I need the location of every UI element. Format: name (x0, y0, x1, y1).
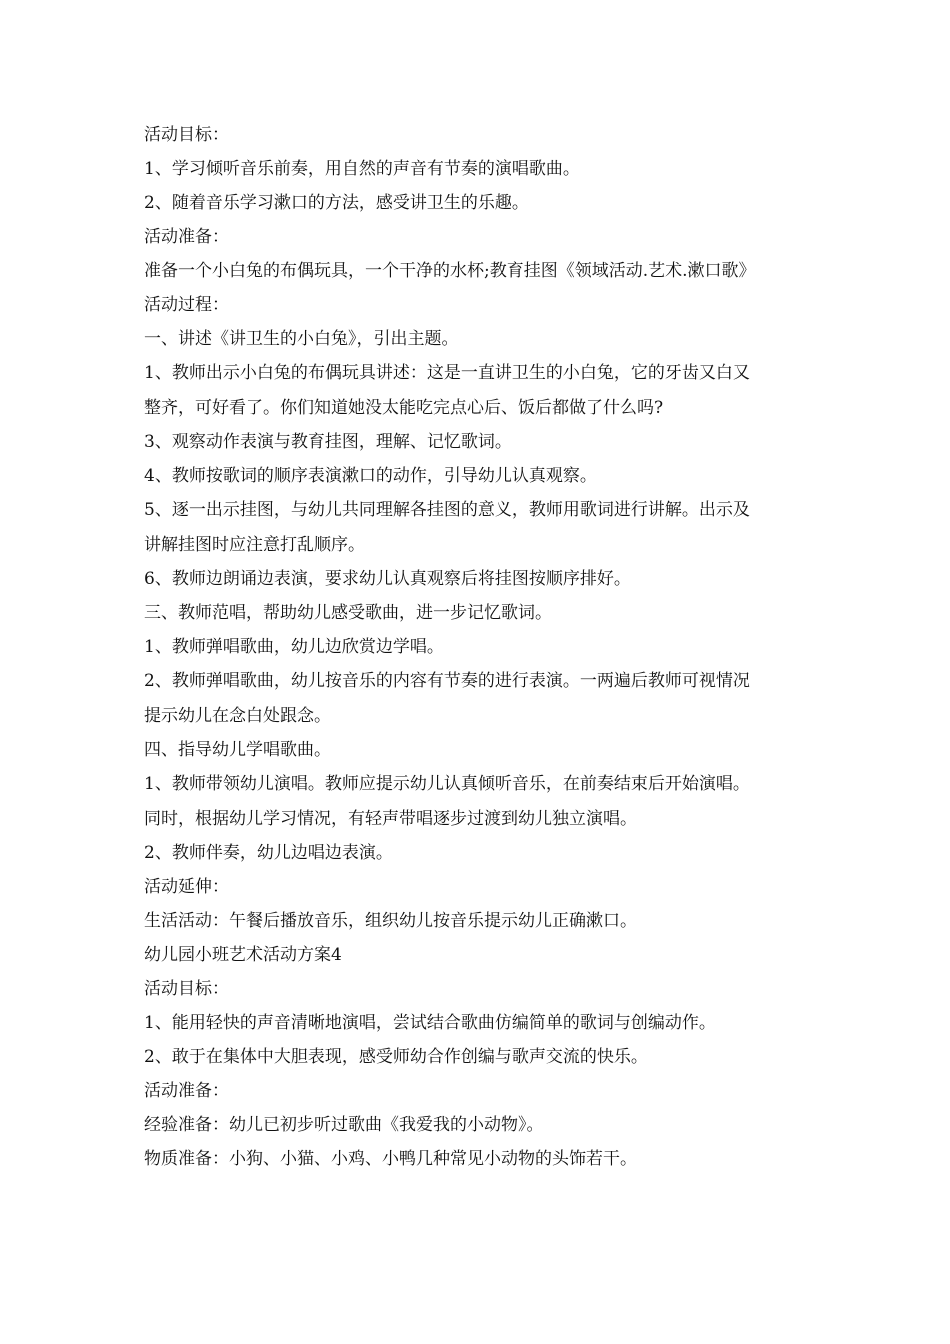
heading-activity-preparation: 活动准备： (144, 227, 229, 247)
document-body (144, 118, 812, 1176)
heading-activity-goals: 活动目标： (144, 979, 229, 999)
text-line: 3、观察动作表演与教育挂图，理解、记忆歌词。 (144, 432, 512, 452)
text-line: 1、能用轻快的声音清晰地演唱，尝试结合歌曲仿编简单的歌词与创编动作。 (144, 1013, 716, 1033)
text-line: 2、教师伴奏，幼儿边唱边表演。 (144, 843, 393, 863)
text-line: 4、教师按歌词的顺序表演漱口的动作，引导幼儿认真观察。 (144, 466, 597, 486)
heading-activity-goals: 活动目标： (144, 125, 229, 145)
text-line: 一、讲述《讲卫生的小白兔》，引出主题。 (144, 329, 459, 349)
text-line: 1、教师带领幼儿演唱。教师应提示幼儿认真倾听音乐，在前奏结束后开始演唱。 (144, 774, 750, 794)
text-line: 物质准备：小狗、小猫、小鸡、小鸭几种常见小动物的头饰若干。 (144, 1149, 637, 1169)
text-line: 提示幼儿在念白处跟念。 (144, 706, 331, 726)
text-line: 1、教师弹唱歌曲，幼儿边欣赏边学唱。 (144, 637, 444, 657)
heading-activity-extension: 活动延伸： (144, 877, 229, 897)
text-line: 整齐，可好看了。你们知道她没太能吃完点心后、饭后都做了什么吗? (144, 398, 664, 418)
heading-activity-process: 活动过程： (144, 295, 229, 315)
text-line: 准备一个小白兔的布偶玩具，一个干净的水杯;教育挂图《领域活动.艺术.漱口歌》 (144, 261, 756, 281)
text-line: 1、教师出示小白兔的布偶玩具讲述：这是一直讲卫生的小白兔，它的牙齿又白又 (144, 363, 750, 383)
text-line: 同时，根据幼儿学习情况，有轻声带唱逐步过渡到幼儿独立演唱。 (144, 809, 637, 829)
text-line: 2、随着音乐学习漱口的方法，感受讲卫生的乐趣。 (144, 193, 529, 213)
text-line: 5、逐一出示挂图，与幼儿共同理解各挂图的意义，教师用歌词进行讲解。出示及 (144, 500, 750, 520)
text-line: 四、指导幼儿学唱歌曲。 (144, 740, 331, 760)
text-line: 6、教师边朗诵边表演，要求幼儿认真观察后将挂图按顺序排好。 (144, 569, 631, 589)
text-line: 2、教师弹唱歌曲，幼儿按音乐的内容有节奏的进行表演。一两遍后教师可视情况 (144, 671, 750, 691)
text-line: 1、学习倾听音乐前奏，用自然的声音有节奏的演唱歌曲。 (144, 159, 580, 179)
heading-activity-preparation: 活动准备： (144, 1081, 229, 1101)
text-line: 2、敢于在集体中大胆表现，感受师幼合作创编与歌声交流的快乐。 (144, 1047, 648, 1067)
text-line: 经验准备：幼儿已初步听过歌曲《我爱我的小动物》。 (144, 1115, 544, 1135)
text-line: 讲解挂图时应注意打乱顺序。 (144, 535, 365, 555)
text-line: 生活活动：午餐后播放音乐，组织幼儿按音乐提示幼儿正确漱口。 (144, 911, 637, 931)
section-title: 幼儿园小班艺术活动方案4 (144, 945, 342, 965)
text-line: 三、教师范唱，帮助幼儿感受歌曲，进一步记忆歌词。 (144, 603, 552, 623)
